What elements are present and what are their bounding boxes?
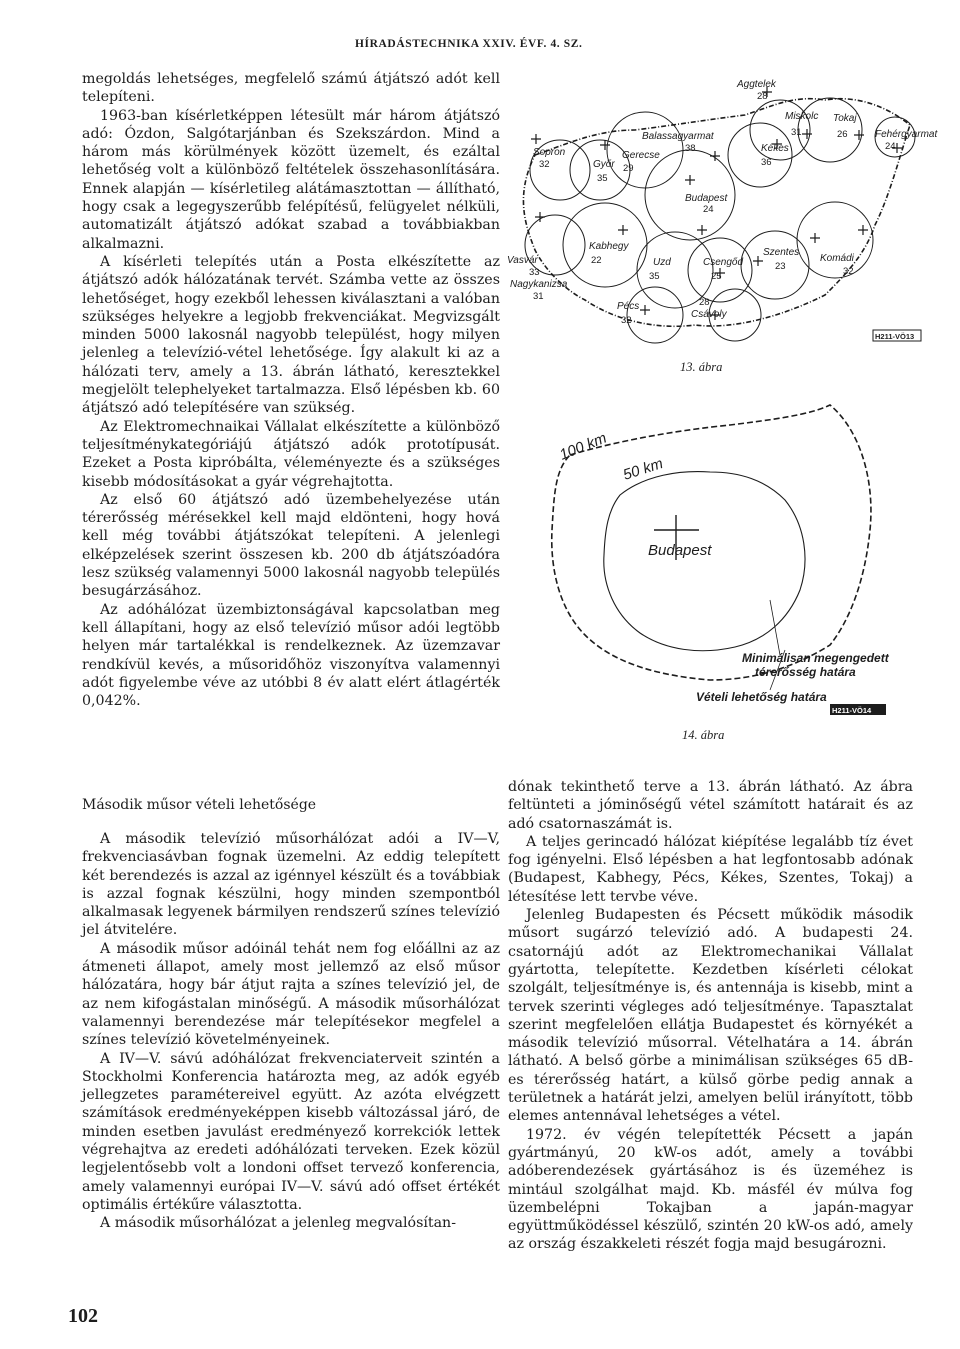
paragraph: 1963-ban kísérletképpen létesült már három átjátszó adó: Ózdon, Salgótarjánban és Szekszárdon. Mind a három más körülmények között üzemelt, és ezáltal lehetőség volt a különböző feltételek összehasonlítására. Ennek alapján — kísérletileg alátámasztottan — állítható, hogy csak a legegyszerűbb felépítésű, felügyelet nélküli, automatizált átjátszó adókat szabad a továbbiakban alkalmazni. <box>82 107 500 252</box>
label-31: 31 <box>791 127 802 138</box>
paragraph: A teljes gerincadó hálózat kiépítése legalább tíz évet fog igényelni. Első lépésben a hat legfontosabb adónak (Budapest, Kabhegy, Pécs, Kékes, Szentes, Tokaj) a létesítése lett tervbe véve. <box>508 833 913 905</box>
label-26: 26 <box>837 129 848 140</box>
label-miskolc: Miskolc <box>785 111 819 122</box>
figure-14-caption: 14. ábra <box>682 728 725 742</box>
label-sopron: Sopron <box>533 147 566 158</box>
paragraph: A kísérleti telepítés után a Posta elkészítette az átjátszó adók hálózatának tervét. Számba vette az összes lehetőséget, hogy ezekből lehessen kiválasztani a valóban szükséges helyekre a legjobb frekvenciákat. Megvizsgált minden 5000 lakosnál nagyobb települést, hogy milyen jelenleg a televízió-vétel lehetősége. Így alakult ki az a hálózati terv, amely a 13. ábrán látható, keresztekkel megjelölt telephelyeket tartalmazza. Első lépésben kb. 60 átjátszó adó telepítésére van szükség. <box>82 253 500 417</box>
paragraph: Jelenleg Budapesten és Pécsett működik második műsort sugárzó televízió adó. A budapesti 24. csatornájú adót az Elektromechanikai Vállalat gyártotta, telepítette. Kezdetben kísérleti célokat szolgált, teljesítménye is, és antennája is kisebb, mint a tervek szerinti végleges adó teljesítménye. Tapasztalat szerint megfelelően ellátja Budapestet és környékét a második televízió műsorral. Vételhatára a 14. ábrán látható. A belső görbe a minimálisan szükséges 65 dB-es térerősség határt, a külső görbe pedig annak a területnek a határát jelzi, amelyen belül irányított, több elemes antennával lehetséges a vétel. <box>508 907 913 1125</box>
label-balassagyarmat: Balassagyarmat <box>642 131 714 142</box>
label-komadi: Komádi <box>820 253 854 264</box>
left-column-top <box>82 70 500 710</box>
label-38: 38 <box>685 143 696 154</box>
left-column-bottom <box>82 830 500 1233</box>
map-labels <box>507 79 938 326</box>
page-number: 102 <box>68 1305 98 1327</box>
legend-veteli: Vételi lehetőség határa <box>696 690 827 704</box>
label-29: 29 <box>623 163 634 174</box>
paragraph: dónak tekinthető terve a 13. ábrán látható. Az ábra feltünteti a jóminőségű vétel számított határait és az adó csatornaszámát is. <box>508 779 913 832</box>
label-35a: 35 <box>597 173 608 184</box>
paragraph: Az adóhálózat üzembiztonságával kapcsolatban meg kell állapítani, hogy az első televízió műsor adói legtöbb helyen már tartalékkal is rendelkeznek. Az üzemzavar rendkívül kevés, a műsoridőhöz viszonyítva valamennyi adót figyelembe véve az utóbbi 8 év alatt elért átlagérték 0,042%. <box>82 601 500 710</box>
label-22: 22 <box>591 255 602 266</box>
label-nagykanizsa: Nagykanizsa <box>510 279 568 290</box>
label-35b: 35 <box>649 271 660 282</box>
label-kekes: Kékes <box>761 143 789 154</box>
paragraph: Az Elektromechnaikai Vállalat elkészítette a különböző teljesítménykategóriájú átjátszó adók prototípusát. Ezeket a Posta kipróbálta, véleményezte és a szükséges kisebb módosításokat a gyár végrehajtotta. <box>82 418 500 490</box>
label-aggtelek: Aggtelek <box>737 79 776 90</box>
paragraph: megoldás lehetséges, megfelelő számú átjátszó adót kell telepíteni. <box>82 71 500 106</box>
paragraph: A második műsorhálózat a jelenleg megvalósítan- <box>100 1215 456 1232</box>
figure-13-map <box>505 75 938 355</box>
figure-tag: H211-VÖ14 <box>832 706 872 715</box>
paragraph: 1972. év végén telepítették Pécsett a japán gyártmányú, 20 kW-os adót, amely a további adóberendezések gyártásához is és üzeméhez is mintául szolgálhat majd. Kb. másfél év múlva fog üzembelépni Tokajban a japán-magyar együttműködéssel készülő, szintén 20 kW-os adó, amely az ország északkeleti részét fogja majd besugározni. <box>508 1126 913 1253</box>
paragraph: A IV—V. sávú adóhálózat frekvenciaterveit szintén a Stockholmi Konferencia határozta meg, az adók egyéb jellegzetes paramétereivel együtt. Az azóta elvégzett számítások eredményeképpen kisebb változással járó, de minden esetben javulást eredményező korrekciók lettek végrehajtva az eredeti adóhálózati terveken. Ezek közül legjelentősebb volt a londoni offset tervező konferencia, amely valamennyi európai IV—V. sávú adó offset értékét optimális értékűre választotta. <box>82 1050 500 1213</box>
label-budapest: Budapest <box>685 193 728 204</box>
figure-tag: H211-VÖ13 <box>875 332 915 341</box>
label-32a: 32 <box>539 159 550 170</box>
section-title: Második műsor vételi lehetősége <box>82 797 317 813</box>
label-budapest-fig14: Budapest <box>648 542 712 559</box>
label-31b: 31 <box>533 291 544 302</box>
inner-contour <box>604 472 805 651</box>
label-szentes: Szentes <box>763 247 800 258</box>
label-28b: 28 <box>699 297 710 308</box>
label-23: 23 <box>775 261 786 272</box>
paragraph: A második műsor adóinál tehát nem fog előállni az az átmeneti állapot, amely most jellemző az első műsor hálózatára, hogy bár átjut rajta a színes televízió jel, de az nem kifogástalan minőségű. A második műsorhálózat valamennyi berendezése már telepítésekor megfelel a színes televízió követelményeinek. <box>82 940 500 1049</box>
label-33: 33 <box>529 267 540 278</box>
paragraph: Az első 60 átjátszó adó üzembehelyezése után térerősség mérésekkel kell majd eldönteni, hogy hová kell még további átjátszókat telepíteni. A jelenlegi elképzelések szerint összesen kb. 200 db átjátszóadóra lesz szükség valamennyi 5000 lakosnál nagyobb település besugárzásához. <box>82 491 500 600</box>
country-border <box>523 99 910 327</box>
figure-14-coverage <box>530 400 900 725</box>
label-24a: 24 <box>885 141 896 152</box>
label-32b: 32 <box>843 266 854 277</box>
label-pecs: Pécs <box>617 301 640 312</box>
label-25: 25 <box>711 271 722 282</box>
label-32c: 32 <box>621 315 632 326</box>
label-kabhegy: Kabhegy <box>589 241 629 252</box>
legend-minimal: Minimálisan megengedett <box>742 651 889 665</box>
label-fehergyarmat: Fehérgyarmat <box>875 129 938 140</box>
label-csengod: Csengőd <box>703 257 744 268</box>
label-36: 36 <box>761 157 772 168</box>
label-gerecse: Gerecse <box>622 150 660 161</box>
label-28: 28 <box>757 91 768 102</box>
label-tokaj: Tokaj <box>833 113 857 124</box>
journal-header: HÍRADÁSTECHNIKA XXIV. ÉVF. 4. SZ. <box>355 38 583 50</box>
legend-minimal-2: térerősség határa <box>755 665 856 679</box>
label-100km: 100 km <box>557 429 610 464</box>
label-24b: 24 <box>703 204 714 215</box>
right-column <box>508 778 913 1254</box>
label-vasvar: Vasvár <box>507 255 538 266</box>
figure-13-caption: 13. ábra <box>680 360 723 374</box>
label-gyor: Győr <box>593 159 615 170</box>
label-csavoly: Csávoly <box>691 309 727 320</box>
paragraph: A második televízió műsorhálózat adói a IV—V, frekvenciasávban fognak üzemelni. Az eddig telepített két berendezés is azzal az igénnyel készült és a továbbiak is azzal fognak készülni, hogy minden szempontból alkalmasak legyenek bármilyen rendszerű színes televízió jel átvitelére. <box>82 831 500 939</box>
label-uzd: Uzd <box>653 257 671 268</box>
label-50km: 50 km <box>620 455 666 484</box>
